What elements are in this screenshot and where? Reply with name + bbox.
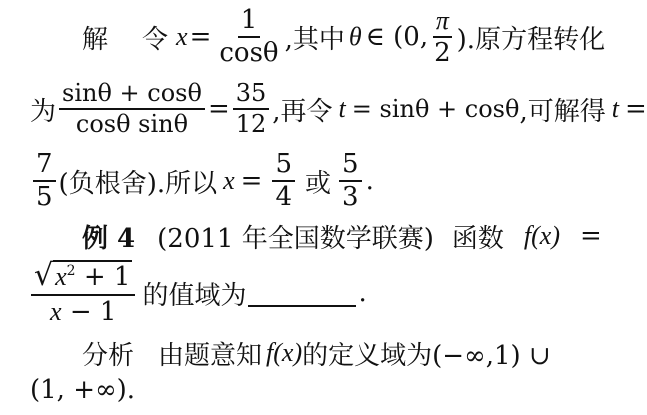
line-7 <box>30 372 135 408</box>
var-theta: θ <box>348 22 362 51</box>
func-f: f <box>266 338 274 367</box>
where-text: ,其中 <box>284 24 345 55</box>
analysis-text: 由题意知 <box>158 340 263 371</box>
in-interval: ∈ (0, <box>365 22 429 52</box>
var-t: t <box>611 94 619 123</box>
fraction-numerator: 35 <box>233 81 270 110</box>
den-x: x <box>50 296 62 326</box>
func-arg: (x) <box>273 338 303 367</box>
range-text: 的值域为 <box>142 280 247 311</box>
solve-text: ,可解得 <box>519 96 606 127</box>
equals: = <box>624 94 647 124</box>
var-t: t <box>338 94 346 123</box>
fraction-sin-cos <box>59 78 205 138</box>
fraction-numerator: 1 <box>238 7 261 38</box>
line-6 <box>82 335 551 371</box>
radicand <box>53 260 132 291</box>
radicand-plus-one: + 1 <box>75 262 131 293</box>
fraction-35-12 <box>233 78 270 138</box>
fraction-numerator: 7 <box>33 151 56 182</box>
fraction-numerator: 5 <box>272 151 295 182</box>
equals: = <box>207 94 230 124</box>
fraction-numerator: 5 <box>339 151 362 182</box>
radicand-x: x <box>55 262 67 292</box>
fraction-pi-over-two <box>431 7 454 68</box>
equals: = <box>580 221 602 251</box>
period: . <box>358 278 367 308</box>
domain-text: 的定义域为(−∞,1) ∪ <box>302 340 551 371</box>
equals: = <box>189 22 212 52</box>
fraction-5-4 <box>272 148 295 212</box>
fraction-numerator <box>31 260 135 296</box>
lead-text: 为 <box>30 96 57 127</box>
fraction-numerator: π <box>433 7 452 38</box>
line-1 <box>82 6 605 68</box>
equals: = <box>240 166 263 196</box>
period: . <box>365 166 374 196</box>
fraction-numerator: sinθ + cosθ <box>59 81 205 110</box>
mid-text: ,再令 <box>272 96 333 127</box>
fraction-denominator: 5 <box>36 182 53 212</box>
func-f: f <box>523 221 532 250</box>
example-label: 例 4 <box>82 223 136 254</box>
den-minus-one: − 1 <box>61 296 117 327</box>
solve-label: 解 <box>82 24 109 55</box>
func-arg: (x) <box>531 221 560 250</box>
interval-text: (1, +∞). <box>30 375 136 405</box>
analysis-label: 分析 <box>82 340 135 371</box>
line1-tail: ).原方程转化 <box>456 24 606 55</box>
fraction-one-over-cos <box>216 4 281 68</box>
fraction-denominator: 2 <box>434 38 451 68</box>
fraction-sqrt-over-x-minus-1 <box>31 260 135 326</box>
eq-text: = sinθ + cosθ <box>351 95 520 123</box>
fraction-7-5 <box>33 148 56 212</box>
fraction-denominator: cosθ <box>219 38 279 68</box>
or-text: 或 <box>305 168 332 199</box>
example-source: (2011 年全国数学联赛) <box>157 223 434 254</box>
line-4 <box>82 218 602 254</box>
sqrt-expression <box>34 258 132 294</box>
fraction-denominator: 12 <box>235 110 267 138</box>
line-3 <box>30 150 374 212</box>
let-text: 令 <box>142 24 169 55</box>
neg-text: (负根舍).所以 <box>58 168 218 199</box>
exponent: 2 <box>66 263 76 280</box>
line-5 <box>28 258 367 328</box>
line-2 <box>30 78 647 140</box>
fraction-denominator <box>47 296 119 326</box>
var-x: x <box>223 166 235 195</box>
fraction-5-3 <box>339 148 362 212</box>
fraction-denominator: cosθ sinθ <box>75 110 189 138</box>
var-x: x <box>176 22 188 51</box>
radical-sign: √ <box>34 258 54 294</box>
fraction-denominator: 3 <box>342 182 359 212</box>
fraction-denominator: 4 <box>275 182 292 212</box>
answer-blank[interactable] <box>248 279 356 307</box>
func-text: 函数 <box>451 223 504 254</box>
